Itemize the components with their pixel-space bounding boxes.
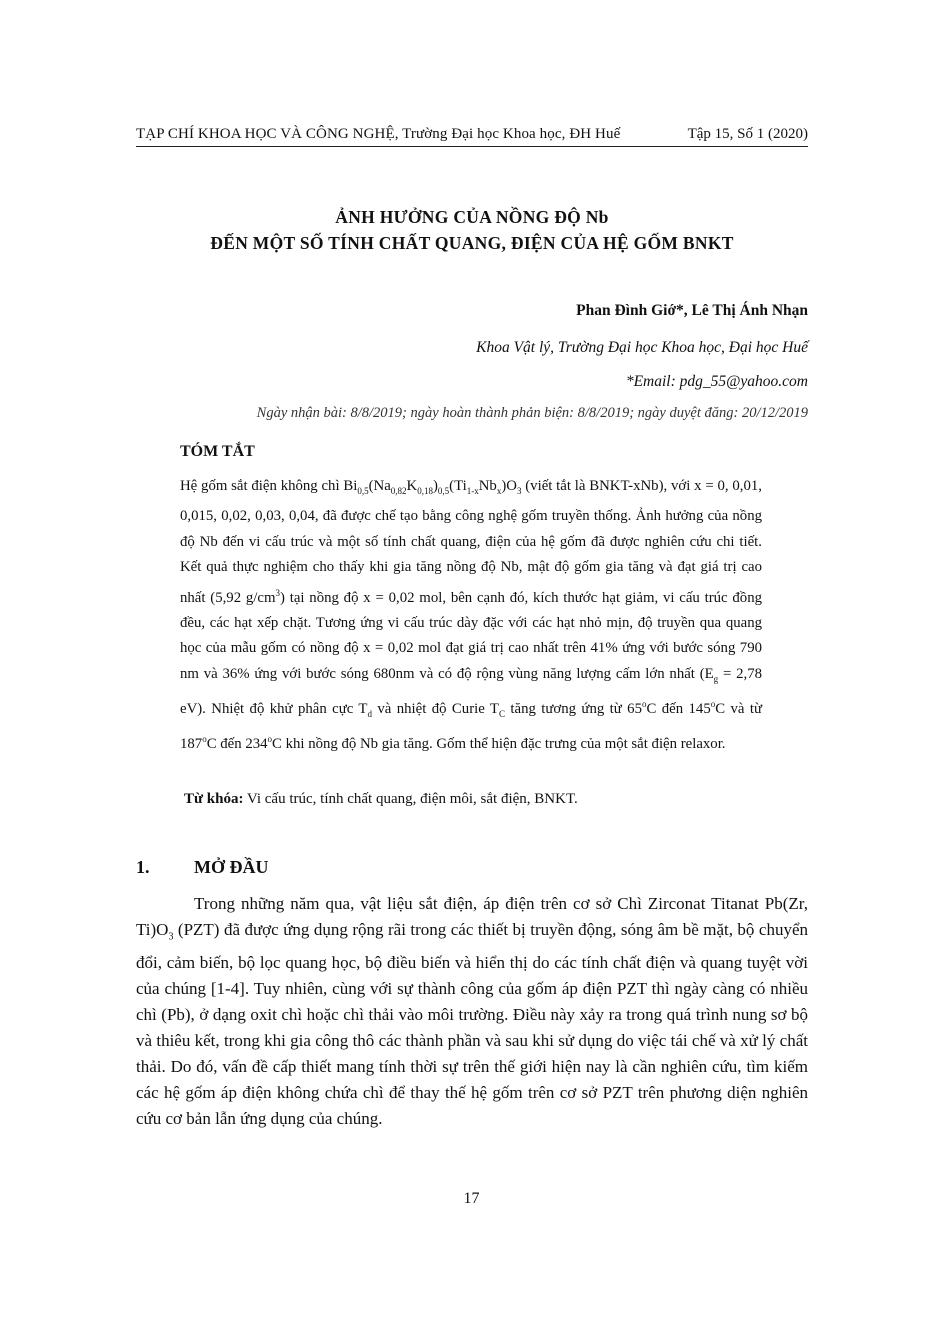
section-heading xyxy=(136,857,269,878)
abstract-body: Hệ gốm sắt điện không chì $Bi_{0,5}(Na_{0,82}K_{0,18})_{0,5}(Ti_{1-x}Nb_x)O_3$ (viết tắt là BNKT-xNb), với x = 0, 0,01, 0,015, 0,02, 0,03, 0,04, đã được chế tạo bằng công nghệ gốm truyền thống. Ảnh hưởng của nồng độ Nb đến vi cấu trúc và một số tính chất quang, điện của hệ gốm đã được nghiên cứu chi tiết. Kết quả thực nghiệm cho thấy khi gia tăng nồng độ Nb, mật độ gốm gia tăng và đạt giá trị cao nhất (5,92 $g/cm^3$) tại nồng độ x = 0,02 mol, bên cạnh đó, kích thước hạt giảm, vi cấu trúc đồng đều, các hạt xếp chặt. Tương ứng vi cấu trúc dày đặc với các hạt nhỏ mịn, độ truyền qua quang học của mẫu gốm có nồng độ x = 0,02 mol đạt giá trị cao nhất trên 41% ứng với bước sóng 790 nm và 36% ứng với bước sóng 680nm và có độ rộng vùng năng lượng cấm lớn nhất ($E_g = 2,78$ eV). Nhiệt độ khử phân cực $T_d$ và nhiệt độ Curie $T_C$ tăng tương ứng từ 65$^o$C đến 145$^o$C và từ 187$^o$C đến 234$^o$C khi nồng độ Nb gia tăng. Gốm thể hiện đặc trưng của một sắt điện relaxor. xyxy=(180,478,763,753)
paper-title-line-1: ẢNH HƯỞNG CỦA NỒNG ĐỘ Nb xyxy=(335,207,609,227)
keywords-text: Vi cấu trúc, tính chất quang, điện môi, sắt điện, BNKT. xyxy=(243,791,578,807)
keywords xyxy=(184,791,578,808)
email: *Email: pdg_55@yahoo.com xyxy=(625,373,808,390)
volume-issue: Tập 15, Số 1 (2020) xyxy=(687,126,808,142)
running-header xyxy=(136,122,808,147)
keywords-label: Từ khóa: xyxy=(184,791,244,807)
submission-dates: Ngày nhận bài: 8/8/2019; ngày hoàn thành phản biện: 8/8/2019; ngày duyệt đăng: 20/12/2019 xyxy=(256,405,808,421)
section-title: MỞ ĐẦU xyxy=(194,857,269,877)
authors: Phan Đình Giớ*, Lê Thị Ánh Nhạn xyxy=(576,302,808,319)
journal-name: TẠP CHÍ KHOA HỌC VÀ CÔNG NGHỆ, Trường Đại học Khoa học, ĐH Huế xyxy=(136,126,621,142)
affiliation: Khoa Vật lý, Trường Đại học Khoa học, Đại học Huế xyxy=(476,339,808,356)
section-number: 1. xyxy=(136,857,150,877)
page-number: 17 xyxy=(463,1190,480,1207)
abstract-heading: TÓM TẮT xyxy=(180,443,255,460)
intro-paragraph: Trong những năm qua, vật liệu sắt điện, áp điện trên cơ sở Chì Zirconat Titanat Pb(Zr, $Ti)O_3$ (PZT) đã được ứng dụng rộng rãi trong các thiết bị truyền động, sóng âm bề mặt, bộ chuyển đổi, cảm biến, bộ lọc quang học, bộ điều biến và hiển thị do các tính chất điện và quang tuyệt vời của chúng [1-4]. Tuy nhiên, cùng với sự thành công của gốm áp điện PZT thì ngày càng có nhiều chì (Pb), ở dạng oxit chì hoặc chì thải vào môi trường. Điều này xảy ra trong quá trình nung sơ bộ và thiêu kết, trong khi gia công thô các thành phần và sau khi sử dụng do việc tái chế và xử lý chất thải. Do đó, vấn đề cấp thiết mang tính thời sự trên thế giới hiện nay là cần nghiên cứu, tìm kiếm các hệ gốm áp điện không chứa chì để thay thế hệ gốm trên cơ sở PZT trên phương diện nghiên cứu cơ bản lẫn ứng dụng của chúng. xyxy=(136,894,808,1129)
paper-title-line-2: ĐẾN MỘT SỐ TÍNH CHẤT QUANG, ĐIỆN CỦA HỆ GỐM BNKT xyxy=(210,233,734,253)
